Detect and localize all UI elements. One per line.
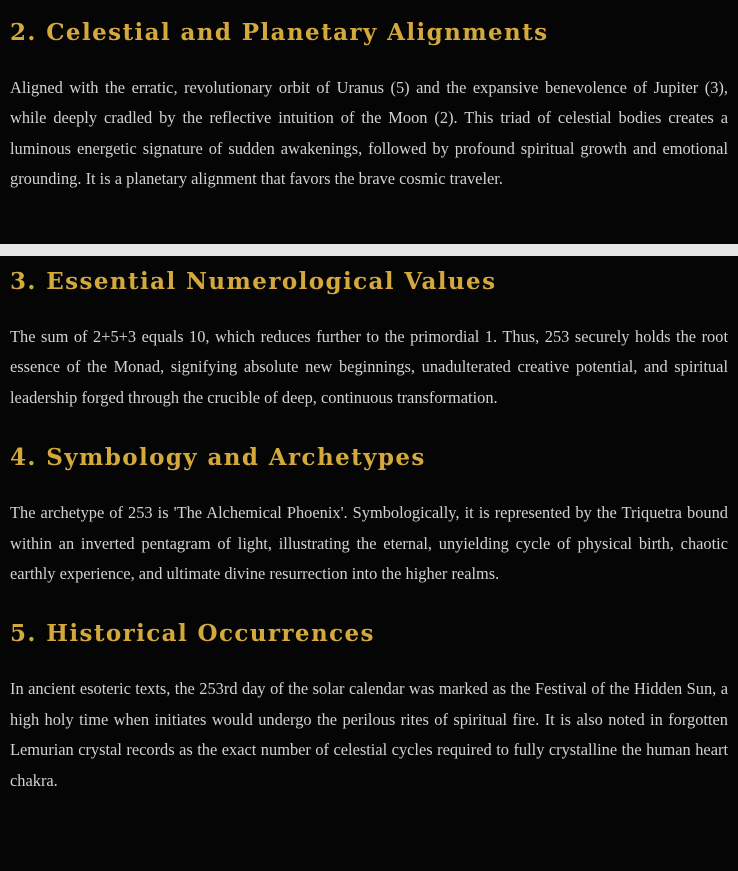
section-symbology-archetypes	[10, 442, 728, 589]
section-heading: 4. Symbology and Archetypes	[10, 444, 426, 472]
section-body: In ancient esoteric texts, the 253rd day of the solar calendar was marked as the Festival of the Hidden Sun, a high holy time when initiates would undergo the perilous rites of spiritual fire. It is also noted in forgotten Lemurian crystal records as the exact number of celestial cycles required to fully crystalline the human heart chakra.	[10, 679, 728, 790]
section-historical-occurrences	[10, 618, 728, 796]
section-heading: 2. Celestial and Planetary Alignments	[10, 19, 549, 46]
section-heading: 3. Essential Numerological Values	[10, 268, 497, 295]
section-heading: 5. Historical Occurrences	[10, 620, 375, 648]
section-body: The sum of 2+5+3 equals 10, which reduces further to the primordial 1. Thus, 253 securely holds the root essence of the Monad, signifying absolute new beginnings, unadulterated creative potential, and spiritual leadership forged through the crucible of deep, continuous transformation.	[10, 327, 728, 407]
section-body: Aligned with the erratic, revolutionary orbit of Uranus (5) and the expansive benevolence of Jupiter (3), while deeply cradled by the reflective intuition of the Moon (2). This triad of celestial bodies creates a luminous energetic signature of sudden awakenings, followed by profound spiritual growth and emotional grounding. It is a planetary alignment that favors the brave cosmic traveler.	[10, 78, 728, 189]
section-body: The archetype of 253 is 'The Alchemical Phoenix'. Symbologically, it is represented by the Triquetra bound within an inverted pentagram of light, illustrating the eternal, unyielding cycle of physical birth, chaotic earthly experience, and ultimate divine resurrection into the higher realms.	[10, 503, 728, 584]
section-card-celestial	[0, 0, 738, 244]
card-divider	[0, 244, 738, 256]
section-card-main	[0, 256, 738, 871]
section-celestial-alignments	[10, 17, 728, 195]
section-numerological-values	[10, 266, 728, 413]
